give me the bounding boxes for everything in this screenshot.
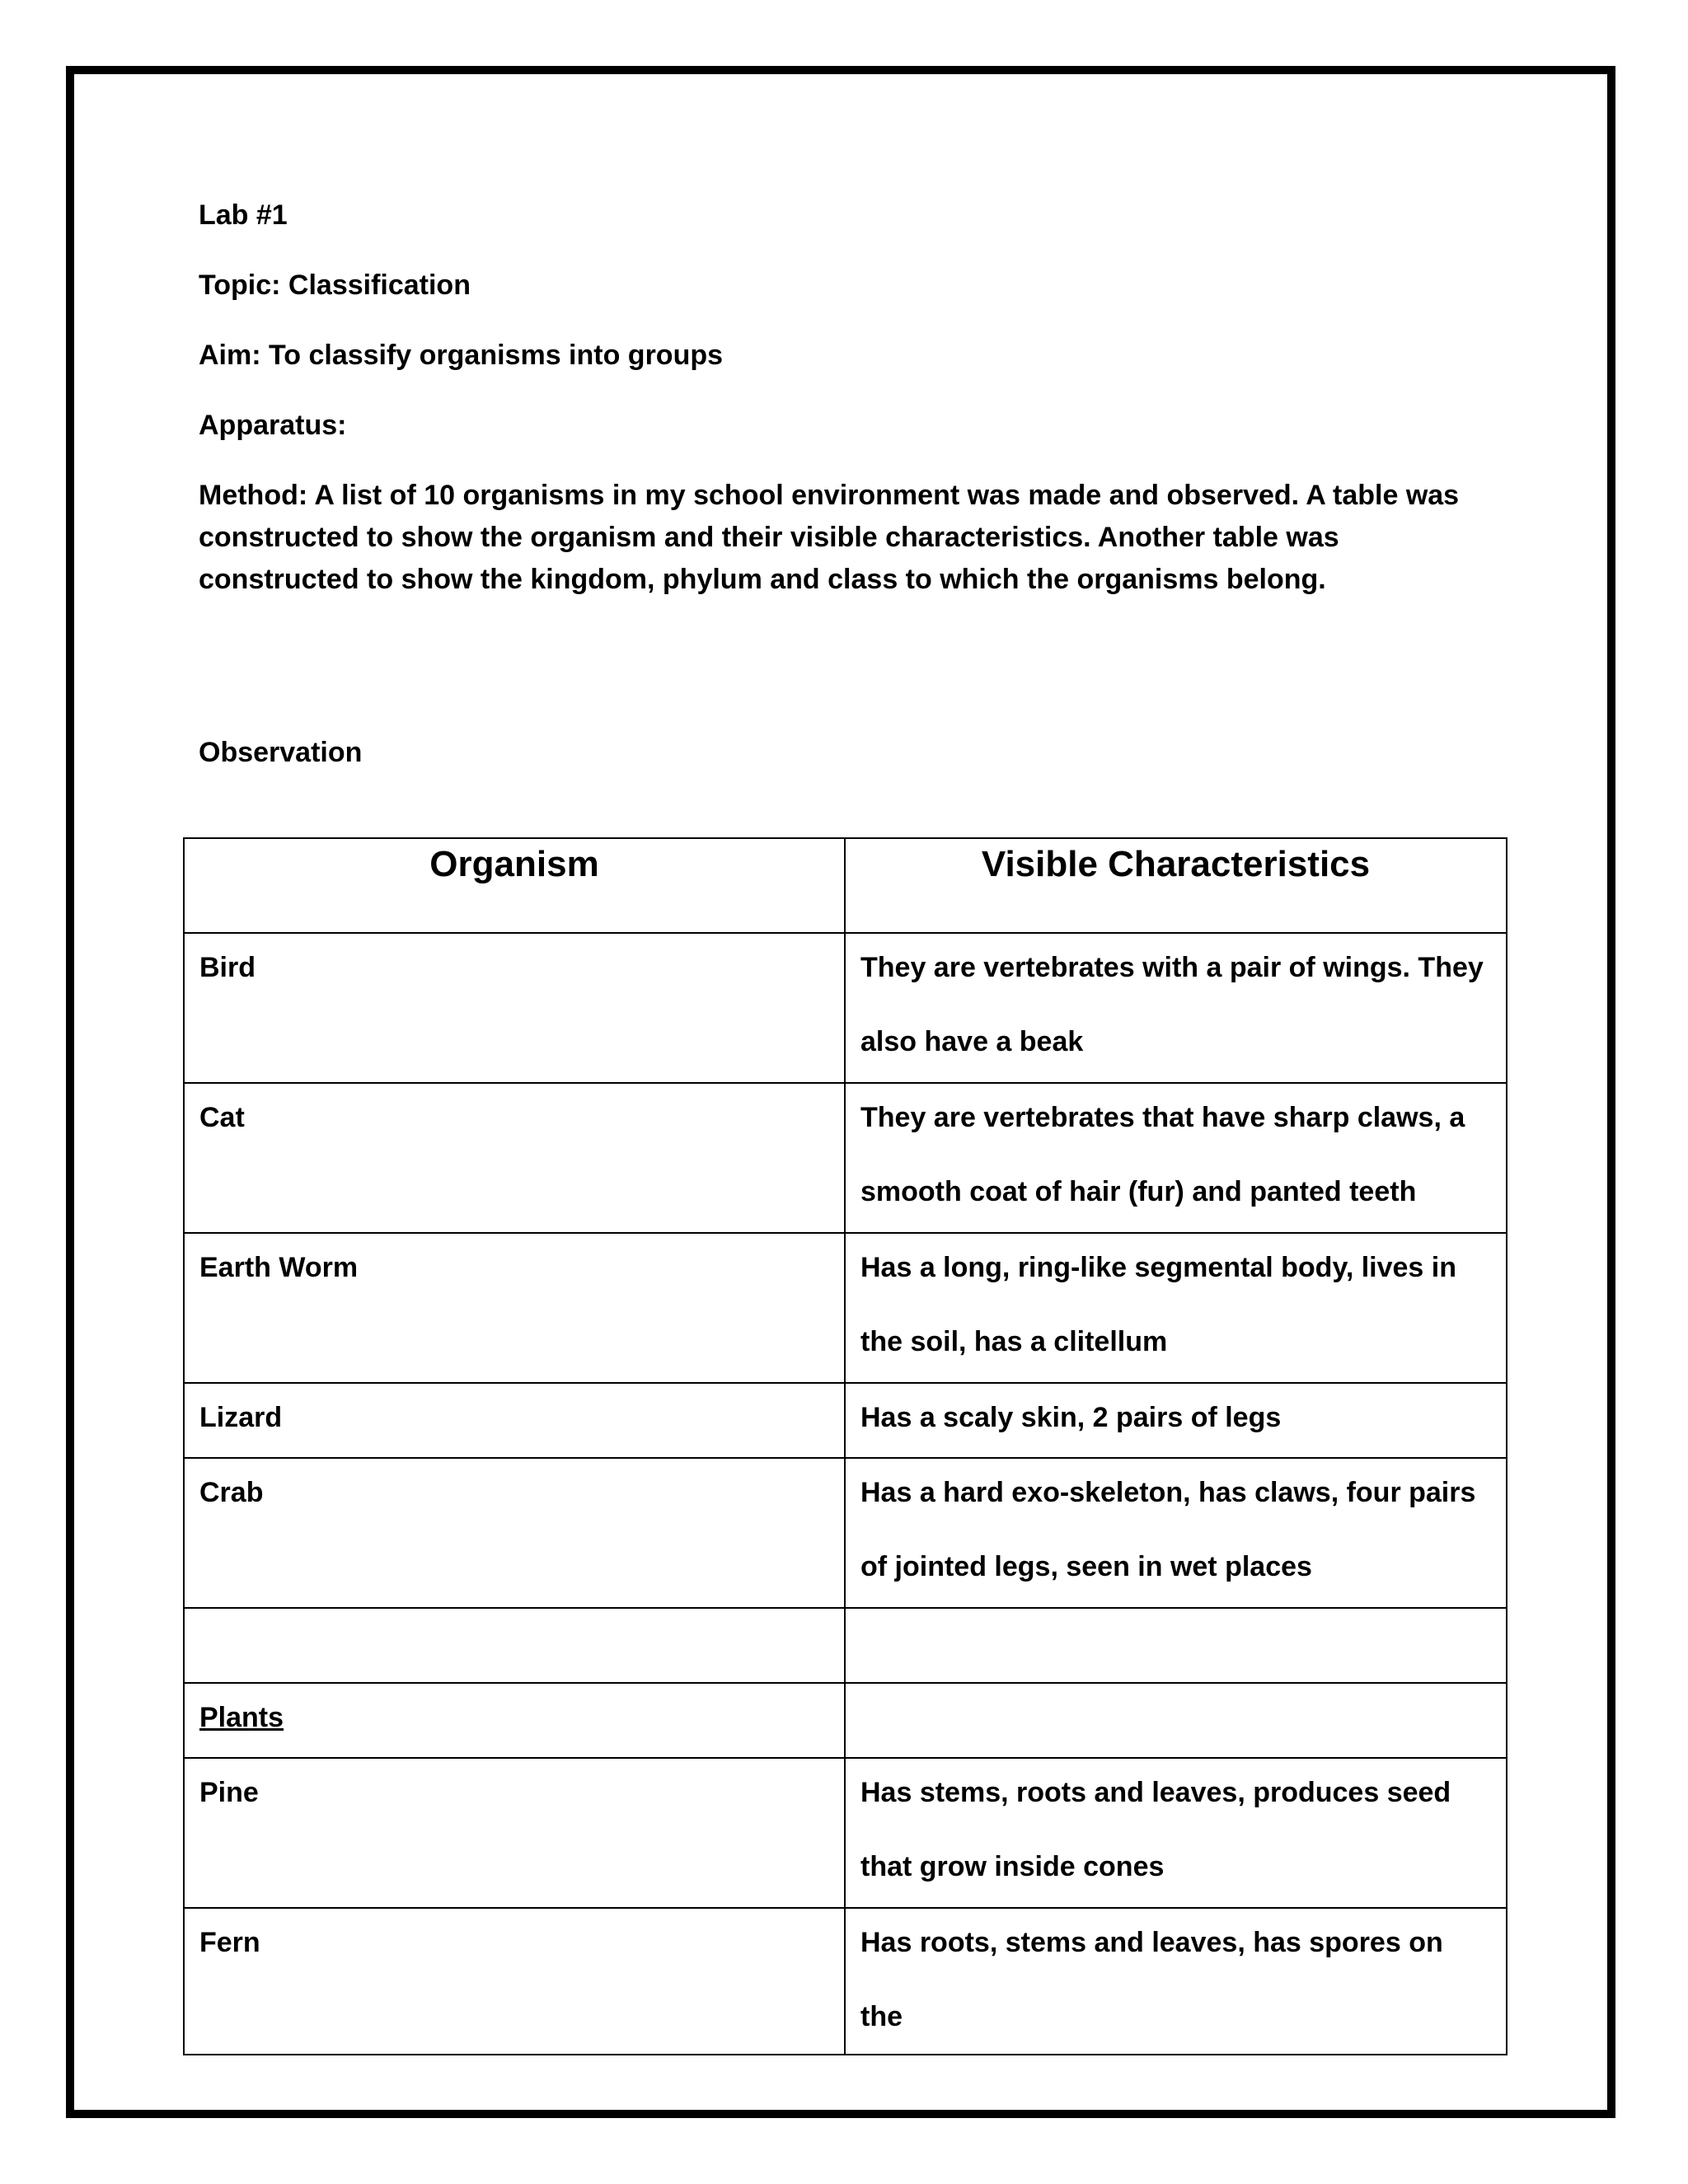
- aim-line: Aim: To classify organisms into groups: [199, 340, 724, 371]
- table-row-empty: [184, 1608, 1507, 1683]
- organism-characteristics: Has a scaly skin, 2 pairs of legs: [860, 1402, 1282, 1433]
- section-label-plants: Plants: [199, 1702, 284, 1733]
- table-row: [184, 1233, 1507, 1383]
- organism-name: Lizard: [199, 1402, 283, 1433]
- method-paragraph: Method: A list of 10 organisms in my school environment was made and observed. A table was constructed to show the organism and their visible characteristics. Another table was constructed to show the kingdom, phylum and class to which the organisms belong.: [199, 480, 1460, 595]
- table-row: [184, 933, 1507, 1083]
- organism-characteristics: They are vertebrates with a pair of wings. They also have a beak: [860, 952, 1484, 1057]
- table-row: [184, 1083, 1507, 1233]
- observation-table: [183, 837, 1507, 2055]
- organism-name: Fern: [199, 1927, 260, 1958]
- table-row-section: [184, 1683, 1507, 1758]
- table-header-row: [184, 838, 1507, 933]
- table-row: [184, 1908, 1507, 2055]
- table-row: [184, 1458, 1507, 1608]
- apparatus-line: Apparatus:: [199, 410, 347, 441]
- column-header-organism: Organism: [184, 838, 845, 933]
- organism-name: Cat: [199, 1102, 245, 1133]
- lab-number: Lab #1: [199, 199, 288, 231]
- organism-characteristics: Has roots, stems and leaves, has spores on the: [860, 1927, 1443, 2032]
- table-row: [184, 1758, 1507, 1908]
- column-header-characteristics: Visible Characteristics: [845, 838, 1507, 933]
- organism-name: Pine: [199, 1777, 259, 1808]
- organism-name: Earth Worm: [199, 1252, 359, 1283]
- organism-name: Crab: [199, 1477, 264, 1508]
- table-row: [184, 1383, 1507, 1458]
- organism-characteristics: Has stems, roots and leaves, produces seed that grow inside cones: [860, 1777, 1451, 1882]
- topic-line: Topic: Classification: [199, 269, 471, 301]
- organism-name: Bird: [199, 952, 256, 983]
- organism-characteristics: Has a hard exo-skeleton, has claws, four pairs of jointed legs, seen in wet places: [860, 1477, 1476, 1582]
- organism-characteristics: They are vertebrates that have sharp claws, a smooth coat of hair (fur) and panted teeth: [860, 1102, 1465, 1207]
- observation-heading: Observation: [199, 737, 363, 768]
- organism-characteristics: Has a long, ring-like segmental body, lives in the soil, has a clitellum: [860, 1252, 1456, 1357]
